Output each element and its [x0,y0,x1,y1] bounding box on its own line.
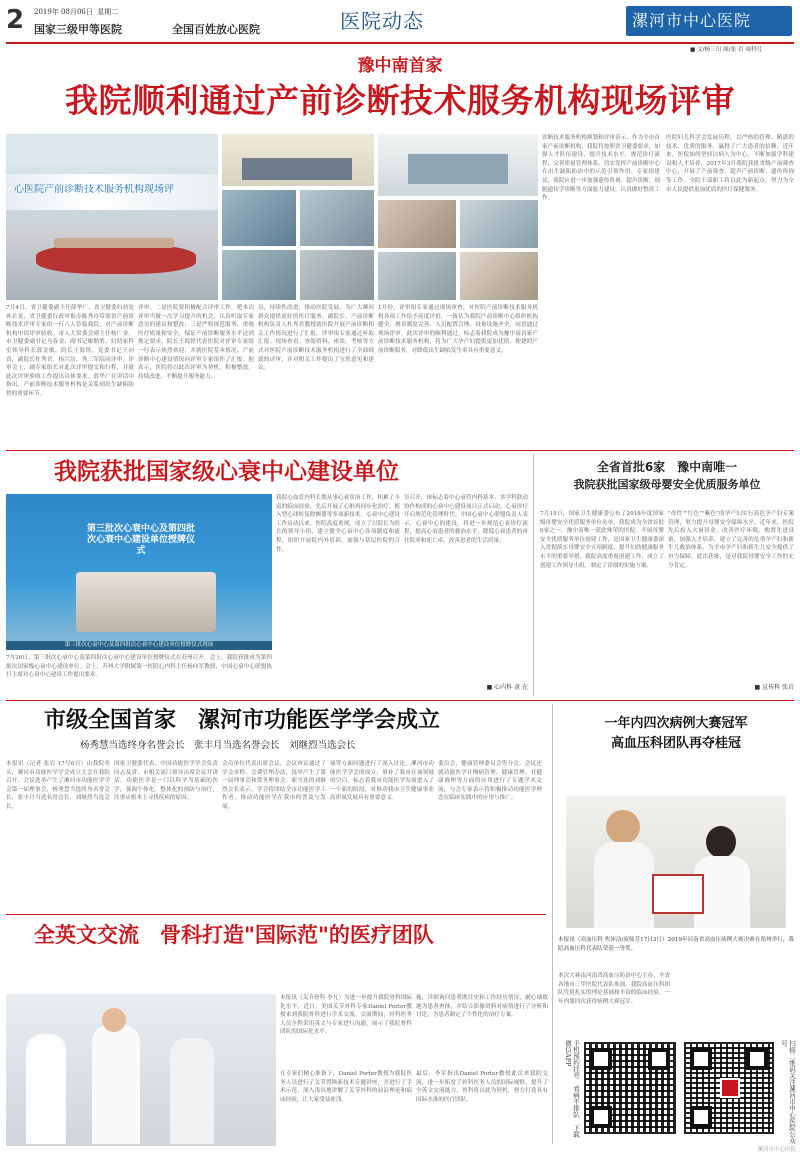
section-rule-2 [6,700,794,701]
article5-photo [566,796,786,928]
article1-photo-2 [222,134,374,186]
qr-right-label: 扫描二维码关注漯河市中心医院公众号 [780,1040,796,1144]
article3-headline1: 全省首批6家 豫中南唯一 [596,460,738,474]
article5-caption: 本报讯（高血压科 焦沛洁/废师芳17日3日）2019年河南省高血压病例大赛决赛在郑州举行，我院高血压科代表队荣获一等奖。 [558,937,794,952]
date-line [34,8,118,17]
hospital-badge-1: 国家三级甲等医院 [34,23,122,36]
article2-col3: 室召开，该标志着中心衰管内科基本、多学科联动协作构成的心衰中心建设项目正式启动。心衰诊疗开启规范化管理时代。中国心衰中心联盟负责人表示，心衰中心的建设，将进一步规范心衰诊疗流程，提高心衰患者的救治水平，降低心衰患者的再住院率和死亡率，改善患者的生活质量。 [404,495,528,544]
article2-headline: 我院获批国家级心衰中心建设单位 [54,458,399,485]
article2-author: ■ 心内科 黄 在 [486,684,528,691]
article1-photo-7 [378,134,538,196]
article3-headline2: 我院获批国家级母婴安全优质服务单位 [573,478,761,491]
page-number: 2 [6,5,25,35]
article1-photo-10 [378,252,456,300]
article1-kicker: 豫中南首家 [357,56,443,76]
article1-col6: 医院妇儿科学会发展历程，以严格的管理、精湛的技术、优质的服务，赢得了广大患者的信赖。近年来，医院始终坚持以病人为中心，不断加强学科建设和人才培养，2017年3月我院获批省级产前筛查中心，开展了产前筛查、超声产前诊断、遗传咨询等工作。全院干部职工将以此为新起点，努力为全市人民提供更加优质的医疗保健服务。 [666,135,794,193]
article1-col2: 评审。二是医院要积极配合评审工作，把本次评审当做一次学习提升的机会，认真听取专家意见的建议和整改；三是严格规范服务，重视医疗质量和安全，保证产前诊断服务水平达到规定要求。院长王海铎代表医院对评审专家组一行表示热烈欢迎，并就医院基本情况、产前诊断中心建设情况向评审专家组作了汇报。他表示，医院将以此次评审为契机，积极整改，持续改进，不断提升服务能力。 [138,305,254,380]
article1-photo-sign: 心医院产前诊断技术服务机构现场评 [14,184,174,195]
article4-headline: 市级全国首家 漯河市功能医学学会成立 [44,708,441,733]
article4-col2: 国家卫健委代表、中国功能医学学会负责同志及省、市相关部门领导出席会议并讲话。功能医学是一门以科学为基础的医学，强调个体化、整体化的预防与治疗，注重从根本上寻找疾病的原因。 [114,761,218,802]
article2-photo [6,494,272,650]
footer-mark: 漯河市中心医院 [757,1147,796,1153]
article1-photo-9 [460,200,538,248]
article3-author: ■ 宣传科 张岩 [754,684,794,691]
article2-photo-caption: 第三批次心衰中心及第四批次心衰中心建设单位授牌仪式现场 [6,641,272,650]
article5-text-2 [676,972,794,1038]
masthead [0,0,800,53]
article1-photo-6 [300,250,374,300]
article4-col3: 会员单位代表出席会议。会议审议通过了学会章程、会费管理办法，选举产生了第一届理事会和常务理事会。新当选的刘继烈会长表示，学会将团结全市功能医学工作者，推动功能医学在我市的普及与发展。 [222,761,326,810]
article6-col1: 本报讯（关节骨科 李凡）为进一步提升我院骨科国际化水平，近日，美国关节外科专家Daniel Porter教授来到我院骨科进行学术交流。交流期间，骨科医务人员全程采用英文与专家进行沟通，展示了我院骨科团队的国际化水平。 [280,995,412,1036]
section-rule-1 [6,450,794,451]
article1-photo-3 [222,190,296,246]
hospital-badge-2: 全国百姓放心医院 [172,23,260,36]
qr-code-appointment[interactable] [584,1042,676,1134]
article4-subline: 杨秀慧当选终身名誉会长 张丰月当选名誉会长 刘继烈当选会长 [80,740,356,751]
qr-code-wechat[interactable] [684,1042,774,1134]
article2-photo-title: 第三批次心衰中心及第四批次心衰中心建设单位授牌仪式 [86,524,195,556]
article2-col2: 我院心血管内科长期从事心衰诊治工作，积累了丰富的临床经验，先后开展了心脏再同步化治疗、植入型心律转复除颤器等多项新技术。心衰中心建设工作启动以来，医院高度重视，成立了以院长为组长的领导小组，建立健全心衰中心各项制度和流程，组织开展院内外培训，加强与基层医院的合作。 [276,495,400,553]
article1-photo-4 [300,190,374,246]
article4-col1: 本报讯（记者 张岩 17号6日）由我院牵头，漯河市功能医学学会成立大会在我院召开。会议选举产生了漯河市功能医学学会第一届理事会，杨秀慧当选终身名誉会长，张丰月当选名誉会长，刘继烈当选会长。 [6,761,110,810]
issue-date: 2019年 08月06日 [34,8,93,16]
article3-col2: "母性""红色""紫色"的孕产妇实行高危孕产妇专案管理，努力提升母婴安全保障水平。近年来，医院先后投入大量资金，改善医疗环境，购置先进设备，加强人才培养，建立了完善的危重孕产妇和新生儿救治体系，为全市孕产妇和新生儿安全提供了有力保障。此次获批，是对我院母婴安全工作的充分肯定。 [668,511,794,569]
article1-photo-11 [460,252,538,300]
article1-col1: 7月4日，省卫健委副主任薛华广、省卫健委妇幼处孙长龙、省卫健委行政审批办陈秀玲带领省产前诊断技术评审专家组一行八人莅临我院，对产前诊断机构申请评审验收。市人大常委会副主任杨广金，市卫健委副书记马春金、副书记姬勤胜、妇幼家科室领导科长郭金敏，院长王海铎，党委书记王向真，副院长杜秀君、杨兴洁、秀三军陪同评审。评审会上，副专家组长对此次评审提交和行程，并就此次评审验收工作提出具体要求。薛华广在讲话中指出，产前诊断技术服务机构是关系到出生缺陷防控的重要环节。 [6,305,134,397]
article6-col2: 在专家们精心准备下，Daniel Porter教授为我院医务人员进行了关节置换新技术专题讲座，并进行了手术示范，深入浅出地讲解了关节外科的前沿理论和临床经验，让大家受益匪浅。 [280,1071,412,1103]
article1-col3: 员，持续性改进，推动医院发展。为广大漯河群众提供更好的医疗服务。副院长、产前诊断机构负责人杜秀君教授就医院开展产前诊断相关工作情况进行了汇报。评审组专家通过听取汇报、现场查看、查阅资料、座谈、考核等方式对医院产前诊断技术服务机构进行了全面细致的评审，并对相关工作提出了宝贵意见和建议。 [258,305,374,372]
masthead-rule [6,42,794,44]
article1-photo-5 [222,250,296,300]
article5-text: 本次大赛由河南省高血压防治中心主办，全省各地市三甲医院代表队参加。我院高血压科团队凭借扎实的理论基础和丰富的临床经验，一年内第四次获得病例大赛冠军。 [558,973,670,1005]
qr-left-label: 手机预约挂号 看病不排队 下载微信APP [564,1040,580,1138]
article4-col4: 展等方面问题进行了深入讨论。漯河市功能医学学会的成立，填补了我市在该领域的空白，标志着我市功能医学发展进入了一个新的阶段，对推动我市卫生健康事业高质量发展具有重要意义。 [330,761,434,802]
article1-col5: 诊断技术服务机构规划和评审表示，作为全市首家产前诊断机构，我院将按照省卫健委要求，加强人才队伍建设，提升技术水平，规范诊疗流程，完善质量管理体系，切实发挥产前诊断中心在出生缺陷防治中的示范引领作用。专家组建议，我院应进一步加强遗传咨询、超声诊断、细胞遗传学诊断等方面能力建设，认真做好整改工作。 [542,135,660,202]
article6-photo [6,994,276,1146]
article6-col3: 施，详细询问患者既往史和工作经历情况，耐心细致地为患者查体，并结合影像资料对病情进行了分析和讨论，为患者制定了个性化的治疗方案。 [416,995,548,1019]
section-rule-3 [6,914,546,915]
article6-headline: 全英文交流 骨科打造"国际范"的医疗团队 [34,922,434,947]
column-divider-2 [552,704,553,1144]
logo-text: 漯河市中心医院 [632,11,752,30]
editors-credit: ■ 文/杨三川 图/张 岩 周科号 [690,47,763,53]
logo [626,6,792,36]
column-divider-1 [533,454,534,696]
issue-weekday: 星期二 [97,8,119,16]
article3-col1: 7月19日，国家卫生健康委公布了2018年度国家级母婴安全优质服务单位名单，我院成为全省首批6家之一、豫中南唯一获此殊荣的医院。开展母婴安全优质服务单位创建工作，是国家卫生健康委深入贯彻落实母婴安全五项制度、提升妇幼健康服务水平的重要举措。我院高度重视创建工作，成立了创建工作领导小组，制定了详细的实施方案。 [540,511,664,569]
article1-photo-8 [378,200,456,248]
article6-col4: 最后，李军指出Daniel Porter教授此次来我院交流，进一步拓宽了骨科医务人员的国际视野，提升了全英文交流能力，骨科将以此为契机，努力打造具有国际水准的医疗团队。 [416,1071,548,1103]
section-title: 医院动态 [340,9,424,33]
article2-col1: 7月26日，第三批次心衰中心及第四批次心衰中心建设单位授牌仪式在苏州召开。会上，我院获批成为第四批次国家级心衰中心建设单位。会上，苏州大学附属第一医院心内科主任杨向军教授、中国心衰中心联盟执行主席对心衰中心建设工作提出要求。 [6,655,272,679]
article5-headline2: 高血压科团队再夺桂冠 [610,736,741,751]
article4-col5: 委员会，健康管理委员会等分会。会议还就功能医学在慢病管理、健康管理、亚健康调理等方面的应用进行了专题学术交流，与会专家表示将积极推动功能医学理念在临床实践中的应用与推广。 [438,761,542,802]
article1-col4: 1月份，评审组专家通过现场审查，对医院产前诊断技术服务机构各项工作给予高度评价，一致认为我院产前诊断中心组织机构健全、规章制度完善、人员配置合理、设备设施齐全，同意通过现场评审。此次评审的顺利通过，标志着我院成为豫中南首家产前诊断技术服务机构，将为广大孕产妇提供更加优质、便捷的产前诊断服务，对降低出生缺陷发生率具有重要意义。 [378,305,538,354]
article1-main-photo [6,134,218,300]
article5-headline1: 一年内四次病例大赛冠军 [604,716,748,731]
article1-headline: 我院顺利通过产前诊断技术服务机构现场评审 [65,81,735,120]
